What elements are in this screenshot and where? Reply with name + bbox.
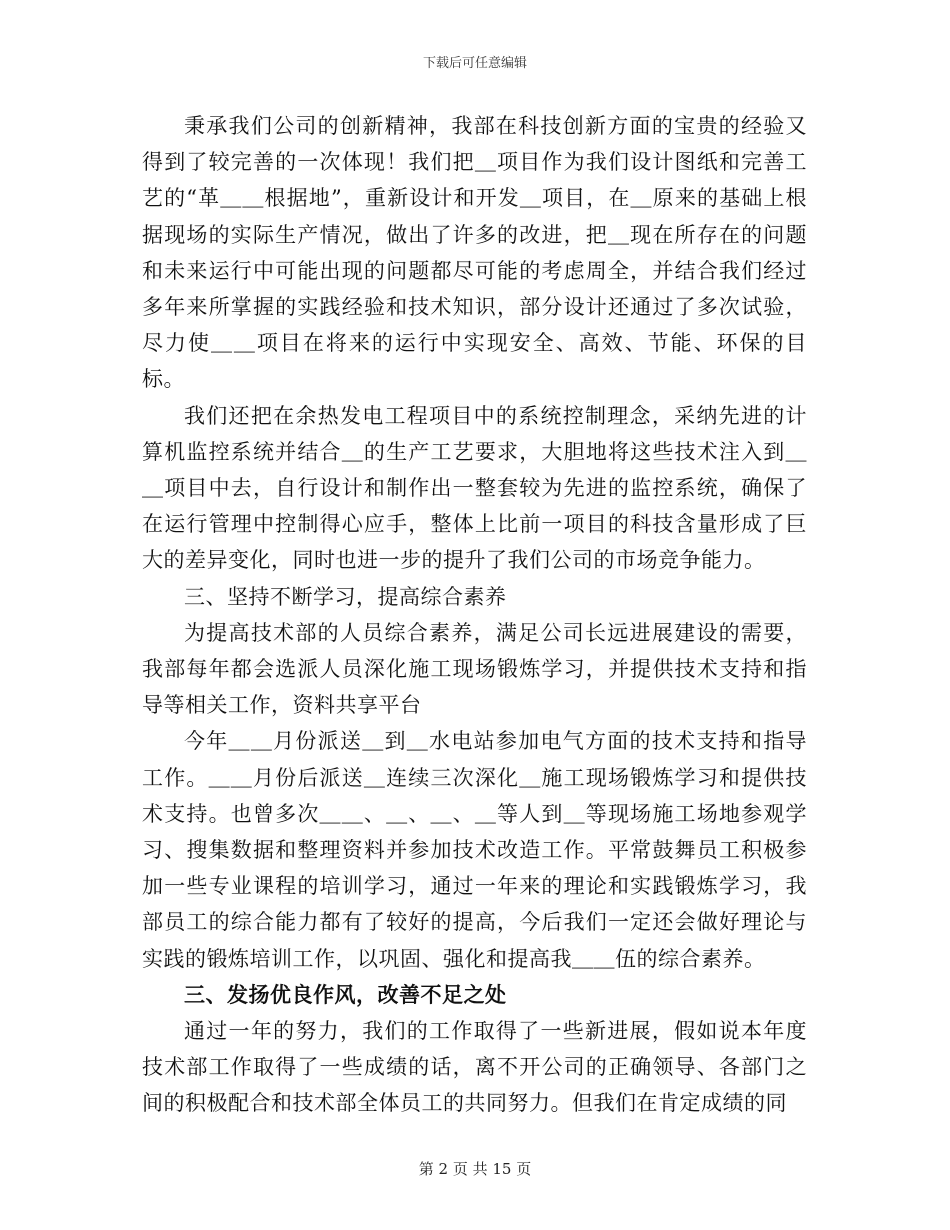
document-body bbox=[142, 108, 807, 1122]
section-heading-learning: 三、坚持不断学习，提高综合素养 bbox=[184, 584, 507, 609]
paragraph-training-details: 今年＿＿月份派送＿到＿水电站参加电气方面的技术支持和指导工作。＿＿月份后派送＿连续三次深化＿施工现场锻炼学习和提供技术支持。也曾多次＿＿、＿、＿、＿等人到＿等现场施工场地参观学习、搜集数据和整理资料并参加技术改造工作。平常鼓舞员工积极参加一些专业课程的培训学习，通过一年来的理论和实践锻炼学习，我部员工的综合能力都有了较好的提高，今后我们一定还会做好理论与实践的锻炼培训工作，以巩固、强化和提高我＿＿伍的综合素养。 bbox=[142, 729, 807, 971]
header-note: 下载后可任意编辑 bbox=[422, 56, 527, 71]
paragraph-control-system: 我们还把在余热发电工程项目中的系统控制理念，采纳先进的计算机监控系统并结合＿的生产工艺要求，大胆地将这些技术注入到＿＿项目中去，自行设计和制作出一整套较为先进的监控系统，确保了在运行管理中控制得心应手，整体上比前一项目的科技含量形成了巨大的差异变化，同时也进一步的提升了我们公司的市场竞争能力。 bbox=[142, 403, 807, 573]
section-heading-style: 三、发扬优良作风，改善不足之处 bbox=[184, 981, 507, 1007]
paragraph-progress: 通过一年的努力，我们的工作取得了一些新进展，假如说本年度技术部工作取得了一些成绩的话，离不开公司的正确领导、各部门之间的积极配合和技术部全体员工的共同努力。但我们在肯定成绩的同 bbox=[142, 1019, 807, 1116]
paragraph-training-intro: 为提高技术部的人员综合素养，满足公司长远进展建设的需要，我部每年都会选派人员深化施工现场锻炼学习，并提供技术支持和指导等相关工作，资料共享平台 bbox=[142, 620, 807, 718]
paragraph-innovation: 秉承我们公司的创新精神，我部在科技创新方面的宝贵的经验又得到了较完善的一次体现！我们把＿项目作为我们设计图纸和完善工艺的“革＿＿根据地”，重新设计和开发＿项目，在＿原来的基础上根据现场的实际生产情况，做出了许多的改进，把＿现在所存在的问题和未来运行中可能出现的问题都尽可能的考虑周全，并结合我们经过多年来所掌握的实践经验和技术知识，部分设计还通过了多次试验，尽力使＿＿项目在将来的运行中实现安全、高效、节能、环保的目标。 bbox=[142, 114, 807, 392]
page-number: 第 2 页 共 15 页 bbox=[418, 1160, 532, 1178]
